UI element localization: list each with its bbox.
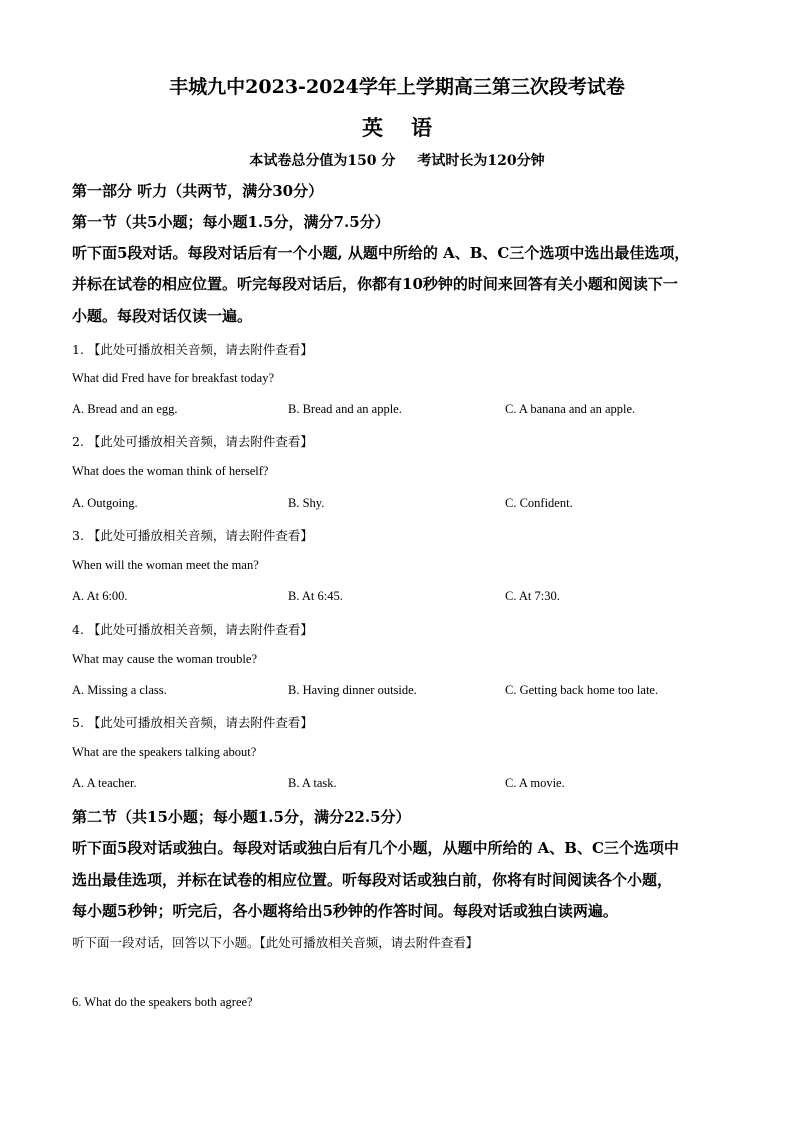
q3-audio-note: 3. 【此处可播放相关音频，请去附件查看】 [72,528,313,543]
q3-option-a: A. At 6:00. [72,589,128,603]
q2-audio-note: 2. 【此处可播放相关音频，请去附件查看】 [72,434,313,449]
q2-option-b: B. Shy. [288,496,325,510]
section1-instruction-line: 小题。每段对话仅读一遍。 [72,307,253,325]
total-score: 本试卷总分值为150 分 [249,153,396,169]
q4-audio-note: 4. 【此处可播放相关音频，请去附件查看】 [72,622,313,637]
part1-heading: 第一部分 听力（共两节，满分30分） [72,182,324,200]
q5-text: What are the speakers talking about? [72,745,257,759]
q5-option-b: B. A task. [288,776,337,790]
q4-option-a: A. Missing a class. [72,683,167,697]
q3-text: When will the woman meet the man? [72,558,259,572]
section2-instruction-line: 听下面5段对话或独白。每段对话或独白后有几个小题，从题中所给的 A、B、C三个选项中 [72,839,679,857]
section1-instruction-line: 听下面5段对话。每段对话后有一个小题, 从题中所给的 A、B、C三个选项中选出最佳选项， [72,244,690,262]
exam-duration: 考试时长为120分钟 [417,153,545,169]
q4-option-c: C. Getting back home too late. [505,683,659,697]
q2-option-a: A. Outgoing. [72,496,138,510]
section1-heading: 第一节（共5小题；每小题1.5分，满分7.5分） [72,213,390,231]
q3-option-c: C. At 7:30. [505,589,560,603]
q2-text: What does the woman think of herself? [72,464,269,478]
q6-text: 6. What do the speakers both agree? [72,995,253,1009]
subject-title: 英语 [362,115,460,140]
section2-heading: 第二节（共15小题；每小题1.5分，满分22.5分） [72,808,411,826]
section2-audio-note: 听下面一段对话，回答以下小题。【此处可播放相关音频，请去附件查看】 [72,935,479,950]
q5-option-a: A. A teacher. [72,776,137,790]
q1-option-b: B. Bread and an apple. [288,402,402,416]
q3-option-b: B. At 6:45. [288,589,343,603]
section1-instruction-line: 并标在试卷的相应位置。听完每段对话后，你都有10秒钟的时间来回答有关小题和阅读下一 [72,275,678,293]
q1-text: What did Fred have for breakfast today? [72,371,275,385]
q4-option-b: B. Having dinner outside. [288,683,417,697]
exam-title: 丰城九中2023-2024学年上学期高三第三次段考试卷 [169,76,625,98]
q5-audio-note: 5. 【此处可播放相关音频，请去附件查看】 [72,715,313,730]
q1-audio-note: 1. 【此处可播放相关音频，请去附件查看】 [72,342,313,357]
q1-option-c: C. A banana and an apple. [505,402,636,416]
q1-option-a: A. Bread and an egg. [72,402,178,416]
q4-text: What may cause the woman trouble? [72,652,257,666]
q5-option-c: C. A movie. [505,776,565,790]
section2-instruction-line: 每小题5秒钟；听完后，各小题将给出5秒钟的作答时间。每段对话或独白读两遍。 [72,902,618,920]
q2-option-c: C. Confident. [505,496,573,510]
section2-instruction-line: 选出最佳选项，并标在试卷的相应位置。听每段对话或独白前，你将有时间阅读各个小题， [72,871,673,889]
exam-meta [0,150,794,170]
